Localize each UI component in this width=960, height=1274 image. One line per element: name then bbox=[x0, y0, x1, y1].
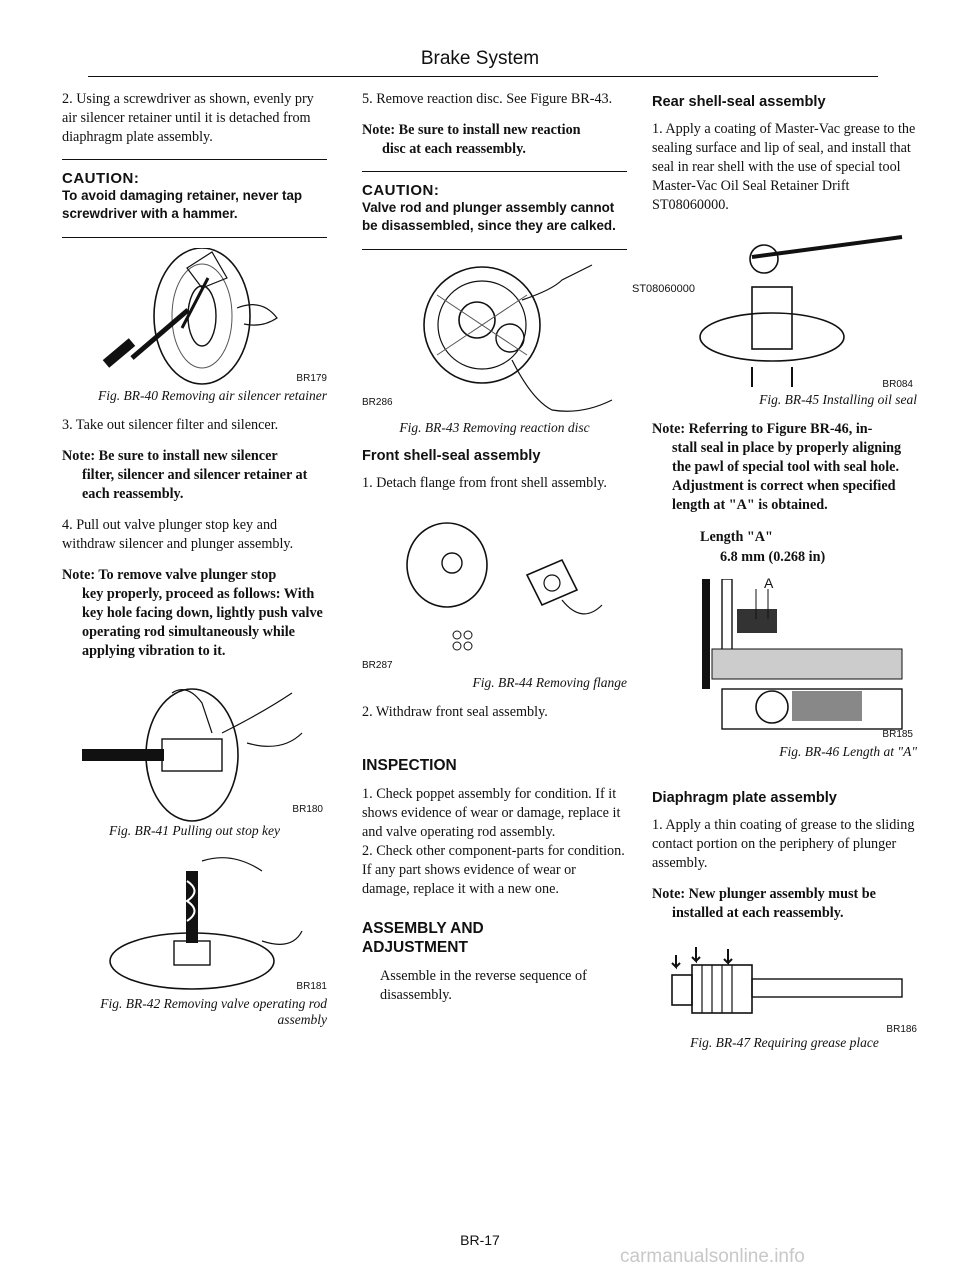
page-number: BR-17 bbox=[460, 1232, 500, 1248]
figure-code: BR179 bbox=[296, 373, 327, 384]
oil-seal-illustration bbox=[652, 227, 917, 392]
note-lead: Note: Be sure to install new silencer bbox=[62, 448, 278, 464]
note-stop-key bbox=[62, 566, 327, 661]
inspection-1-text: 1. Check poppet assembly for condition. If it shows evidence of wear or damage, replace it and valve operating rod assembly. bbox=[362, 786, 621, 840]
figure-code: BR180 bbox=[292, 804, 323, 815]
rear-step-1-text: 1. Apply a coating of Master-Vac grease to the sealing surface and lip of seal, and install that seal in rear shell with the use of special tool Master-Vac Oil Seal Retainer Drift ST08060000. bbox=[652, 121, 916, 213]
caution-title: CAUTION: bbox=[362, 182, 440, 199]
step-2-text: 2. Using a screwdriver as shown, evenly pry air silencer retainer until it is detached from diaphragm plate assembly. bbox=[62, 91, 314, 145]
figure-code: BR181 bbox=[296, 981, 327, 992]
section-heading: Rear shell-seal assembly bbox=[652, 94, 826, 110]
figure-br41 bbox=[62, 673, 327, 823]
silencer-retainer-illustration bbox=[62, 248, 327, 388]
step-5-text: 5. Remove reaction disc. See Figure BR-43. bbox=[362, 91, 613, 107]
note-body: installed at each reassembly. bbox=[672, 905, 844, 921]
caution-box bbox=[362, 171, 627, 250]
figure-caption: Fig. BR-42 Removing valve operating rod assembly bbox=[100, 996, 327, 1027]
note-body: stall seal in place by properly aligning the pawl of special tool with seal hole. Adjustment is correct when specified length at "A" is obtained. bbox=[672, 440, 902, 513]
figure-code: BR185 bbox=[882, 729, 913, 740]
note-lead: Note: New plunger assembly must be bbox=[652, 886, 876, 902]
watermark: carmanualsonline.info bbox=[620, 1246, 805, 1267]
reaction-disc-illustration bbox=[362, 260, 627, 420]
section-heading: Diaphragm plate assembly bbox=[652, 790, 837, 806]
note-body: key properly, proceed as follows: With key hole facing down, lightly push valve operating rod simultaneously while applying vibration to it. bbox=[82, 586, 323, 659]
stop-key-illustration bbox=[62, 673, 327, 823]
assembly-heading-line-1: ASSEMBLY AND bbox=[362, 920, 484, 937]
inspection-heading: INSPECTION bbox=[362, 757, 457, 774]
header-rule bbox=[88, 76, 878, 77]
figure-br47 bbox=[652, 935, 917, 1035]
operating-rod-illustration bbox=[62, 851, 327, 996]
figure-caption: Fig. BR-46 Length at "A" bbox=[779, 744, 917, 759]
figure-br43 bbox=[362, 260, 627, 420]
step-3-text: 3. Take out silencer filter and silencer. bbox=[62, 417, 279, 433]
flange-illustration bbox=[362, 505, 627, 675]
length-value: 6.8 mm (0.268 in) bbox=[720, 549, 826, 565]
caution-title: CAUTION: bbox=[62, 170, 140, 187]
step-4-text: 4. Pull out valve plunger stop key and withdraw silencer and plunger assembly. bbox=[62, 517, 294, 552]
length-label: Length "A" bbox=[700, 529, 773, 545]
figure-caption: Fig. BR-45 Installing oil seal bbox=[759, 392, 917, 407]
column-right bbox=[632, 90, 917, 1063]
figure-br45 bbox=[632, 227, 917, 392]
note-body: disc at each reassembly. bbox=[382, 141, 526, 157]
grease-place-illustration bbox=[652, 935, 917, 1035]
assembly-text: Assemble in the reverse sequence of disassembly. bbox=[380, 968, 587, 1003]
note-lead: Note: To remove valve plunger stop bbox=[62, 567, 277, 583]
figure-br40 bbox=[62, 248, 327, 388]
length-spec bbox=[652, 527, 917, 567]
note-plunger bbox=[652, 885, 917, 923]
note-lead: Note: Referring to Figure BR-46, in- bbox=[652, 421, 873, 437]
page-header: Brake System bbox=[420, 48, 540, 69]
figure-caption: Fig. BR-47 Requiring grease place bbox=[690, 1035, 879, 1050]
figure-code: BR287 bbox=[362, 660, 393, 671]
note-silencer bbox=[62, 447, 327, 504]
figure-br44 bbox=[362, 505, 627, 675]
assembly-heading-line-2: ADJUSTMENT bbox=[362, 939, 468, 956]
figure-caption: Fig. BR-43 Removing reaction disc bbox=[399, 420, 590, 435]
length-a-illustration bbox=[652, 579, 917, 744]
note-lead: Note: Be sure to install new reaction bbox=[362, 122, 581, 138]
inspection-2-text: 2. Check other component-parts for condition. If any part shows evidence of wear or damage, replace it with a new one. bbox=[362, 843, 625, 897]
figure-br42 bbox=[62, 851, 327, 996]
diaphragm-step-1-text: 1. Apply a thin coating of grease to the sliding contact portion on the periphery of plunger assembly. bbox=[652, 817, 915, 871]
figure-code: BR186 bbox=[886, 1024, 917, 1035]
caution-text: To avoid damaging retainer, never tap screwdriver with a hammer. bbox=[62, 188, 303, 221]
assembly-heading bbox=[362, 919, 627, 957]
front-step-2-text: 2. Withdraw front seal assembly. bbox=[362, 704, 548, 720]
caution-text: Valve rod and plunger assembly cannot be disassembled, since they are calked. bbox=[362, 200, 616, 233]
figure-caption: Fig. BR-44 Removing flange bbox=[472, 675, 627, 690]
figure-code: BR286 bbox=[362, 397, 393, 408]
section-heading: Front shell-seal assembly bbox=[362, 448, 541, 464]
figure-caption: Fig. BR-40 Removing air silencer retainer bbox=[98, 388, 327, 403]
note-reaction-disc bbox=[362, 121, 627, 159]
caution-box bbox=[62, 159, 327, 238]
note-body: filter, silencer and silencer retainer at each reassembly. bbox=[82, 467, 308, 502]
dimension-label: A bbox=[764, 575, 774, 591]
column-middle bbox=[362, 90, 627, 1017]
figure-caption: Fig. BR-41 Pulling out stop key bbox=[109, 823, 280, 838]
tool-label: ST08060000 bbox=[632, 283, 695, 295]
figure-code: BR084 bbox=[882, 379, 913, 390]
front-step-1-text: 1. Detach flange from front shell assembly. bbox=[362, 475, 607, 491]
column-left bbox=[62, 90, 327, 1040]
note-seal-install bbox=[652, 420, 917, 515]
figure-br46 bbox=[652, 575, 917, 744]
